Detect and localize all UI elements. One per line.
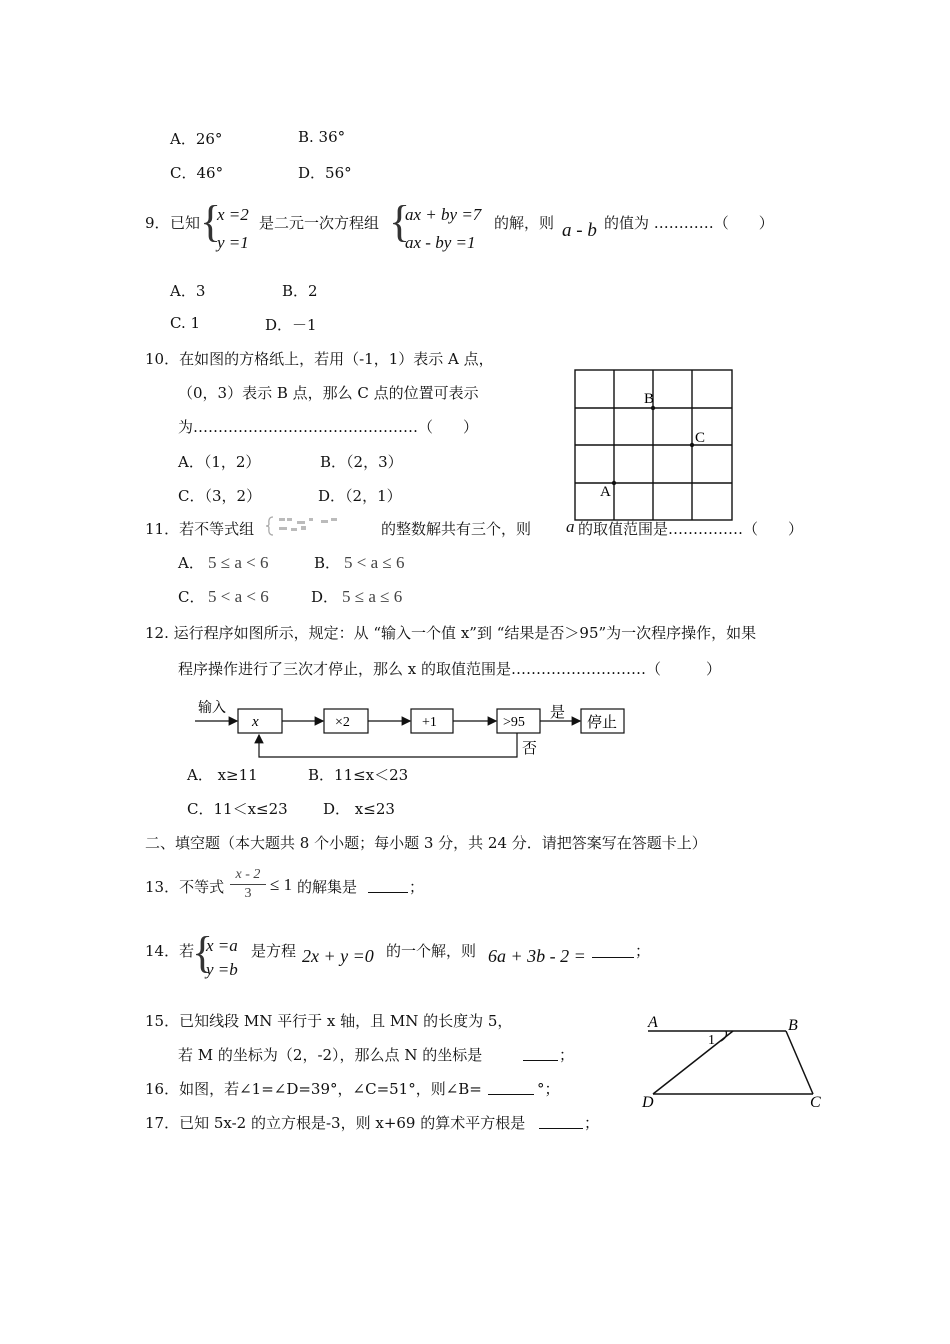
- q14-text-3: 的一个解，则: [386, 942, 477, 960]
- q9-number: 9．: [145, 214, 170, 232]
- q11-text-2: 的整数解共有三个，则: [381, 520, 532, 538]
- q14-answer-blank[interactable]: [592, 943, 634, 958]
- label-a: A: [600, 484, 611, 500]
- q9-option-d: D．－1: [265, 316, 317, 334]
- q11-text-3: 的取值范围是……………（ ）: [578, 520, 804, 538]
- q11-system-glyph: [265, 514, 373, 536]
- q17-answer-blank[interactable]: [539, 1114, 583, 1129]
- label-angle-1: 1: [708, 1033, 715, 1048]
- q10-line-1: 10．在如图的方格纸上，若用（-1，1）表示 A 点，: [145, 350, 494, 368]
- q12-option-c: C．11＜x≤23: [187, 800, 288, 818]
- q14-expression: 6a + 3b - 2 =: [488, 946, 586, 966]
- q9-option-c: C. 1: [170, 314, 201, 332]
- q9-sys1-eq1: x =2: [217, 205, 249, 224]
- q14-equation: 2x + y =0: [302, 946, 374, 966]
- q13-answer-blank[interactable]: [368, 878, 408, 893]
- q16-trapezoid-figure: [638, 1010, 838, 1115]
- q13-text-2: 的解集是: [297, 878, 358, 896]
- q9-sys2-eq2: ax - by =1: [405, 233, 476, 252]
- q9-text-1: 已知: [170, 214, 201, 232]
- q17-text-1: 17．已知 5x-2 的立方根是-3，则 x+69 的算术平方根是: [145, 1114, 526, 1132]
- label-b: B: [644, 391, 655, 407]
- q11-option-c-expr: 5 < a < 6: [208, 587, 269, 606]
- q15-line-2: 若 M 的坐标为（2，-2），那么点 N 的坐标是: [178, 1046, 483, 1064]
- q14-text-2: 是方程: [251, 942, 297, 960]
- q9-text-3: 的解，则: [494, 214, 555, 232]
- q11-option-a-letter: A．: [178, 554, 204, 572]
- flow-box-plus1-label: +1: [422, 715, 437, 730]
- q14-text-4: ；: [635, 942, 651, 960]
- q10-option-d: D．（2，1）: [318, 487, 402, 505]
- q15-line-2-end: ；: [559, 1046, 575, 1064]
- q10-grid-figure: [560, 360, 750, 530]
- q14-brace: {: [192, 928, 214, 977]
- q17-text-2: ；: [584, 1114, 600, 1132]
- q12-option-a: A． x≥11: [187, 766, 258, 784]
- q9-option-a: A．3: [170, 282, 206, 300]
- q8-option-c: C．46°: [170, 164, 224, 182]
- q11-option-b-letter: B．: [314, 554, 341, 572]
- label-d: D: [642, 1094, 654, 1111]
- q13-relation: ≤ 1: [270, 875, 293, 894]
- q9-brace-2: {: [389, 197, 411, 246]
- q12-option-b: B．11≤x＜23: [308, 766, 409, 784]
- q9-brace-1: {: [200, 197, 222, 246]
- q15-answer-blank[interactable]: [523, 1046, 558, 1061]
- q9-option-b: B．2: [282, 282, 318, 300]
- q13-numerator: x - 2: [235, 867, 261, 882]
- label-a: A: [648, 1014, 658, 1031]
- q10-option-b: B．（2，3）: [320, 453, 403, 471]
- q10-line-2: （0，3）表示 B 点，那么 C 点的位置可表示: [178, 384, 479, 402]
- q9-sys1-eq2: y =1: [217, 233, 249, 252]
- q13-denominator: 3: [244, 886, 252, 901]
- q8-option-d: D．56°: [298, 164, 352, 182]
- label-c: C: [810, 1094, 821, 1111]
- q14-sys-eq1: x =a: [206, 936, 238, 955]
- q11-option-d-letter: D．: [311, 588, 339, 606]
- flow-box-times2-label: ×2: [335, 715, 350, 730]
- flow-loop-arrow: [259, 733, 517, 757]
- flow-no-label: 否: [522, 741, 538, 757]
- q8-option-b: B. 36°: [298, 128, 346, 146]
- q8-option-a: A．26°: [170, 130, 223, 148]
- flow-box-x-label: x: [252, 714, 259, 730]
- q11-option-d-expr: 5 ≤ a ≤ 6: [342, 587, 403, 606]
- q11-option-b-expr: 5 < a ≤ 6: [344, 553, 405, 572]
- q10-line-3: 为………………………………………（ ）: [178, 418, 479, 436]
- q11-text-1: 11．若不等式组: [145, 520, 255, 538]
- q13-text-1: 13．不等式: [145, 878, 225, 896]
- flow-input-label: 输入: [198, 701, 226, 716]
- flow-box-stop-label: 停止: [587, 715, 618, 731]
- q11-var-a: a: [566, 517, 575, 536]
- q11-option-c-letter: C．: [178, 588, 205, 606]
- q13-fraction: [230, 866, 266, 903]
- q16-text-1: 16．如图，若∠1=∠D=39°，∠C=51°，则∠B=: [145, 1080, 482, 1098]
- q10-option-c: C．（3，2）: [178, 487, 262, 505]
- q10-option-a: A．（1，2）: [178, 453, 261, 471]
- q9-expr: a - b: [562, 220, 597, 241]
- q9-text-4: 的值为 …………（ ）: [604, 214, 774, 232]
- flow-box-gt95-label: >95: [503, 715, 525, 730]
- q12-line-1: 12. 运行程序如图所示，规定：从 “输入一个值 x”到 “结果是否＞95”为一次程序操作，如果: [145, 624, 757, 642]
- q11-option-a-expr: 5 ≤ a < 6: [208, 553, 269, 572]
- q13-text-3: ；: [409, 878, 425, 896]
- q12-line-2: 程序操作进行了三次才停止，那么 x 的取值范围是………………………（ ）: [178, 660, 721, 678]
- q14-text-1: 14．若: [145, 942, 195, 960]
- section-2-heading: 二、填空题（本大题共 8 个小题；每小题 3 分，共 24 分．请把答案写在答题卡上）: [145, 834, 707, 852]
- flow-yes-label: 是: [550, 705, 566, 721]
- label-b: B: [788, 1017, 798, 1034]
- segment-bc: [786, 1031, 813, 1094]
- q12-flowchart: [190, 695, 640, 765]
- point-a: [612, 481, 616, 485]
- q9-sys2-eq1: ax + by =7: [405, 205, 482, 224]
- q15-line-1: 15．已知线段 MN 平行于 x 轴，且 MN 的长度为 5，: [145, 1012, 513, 1030]
- point-c: [690, 443, 694, 447]
- label-c: C: [695, 430, 706, 446]
- flow-box-x: [238, 709, 282, 733]
- q9-text-2: 是二元一次方程组: [259, 214, 380, 232]
- q16-text-2: °；: [537, 1080, 560, 1098]
- q14-sys-eq2: y =b: [206, 960, 238, 979]
- q16-answer-blank[interactable]: [488, 1080, 534, 1095]
- q11-system-image: [265, 514, 373, 536]
- q12-option-d: D． x≤23: [323, 800, 395, 818]
